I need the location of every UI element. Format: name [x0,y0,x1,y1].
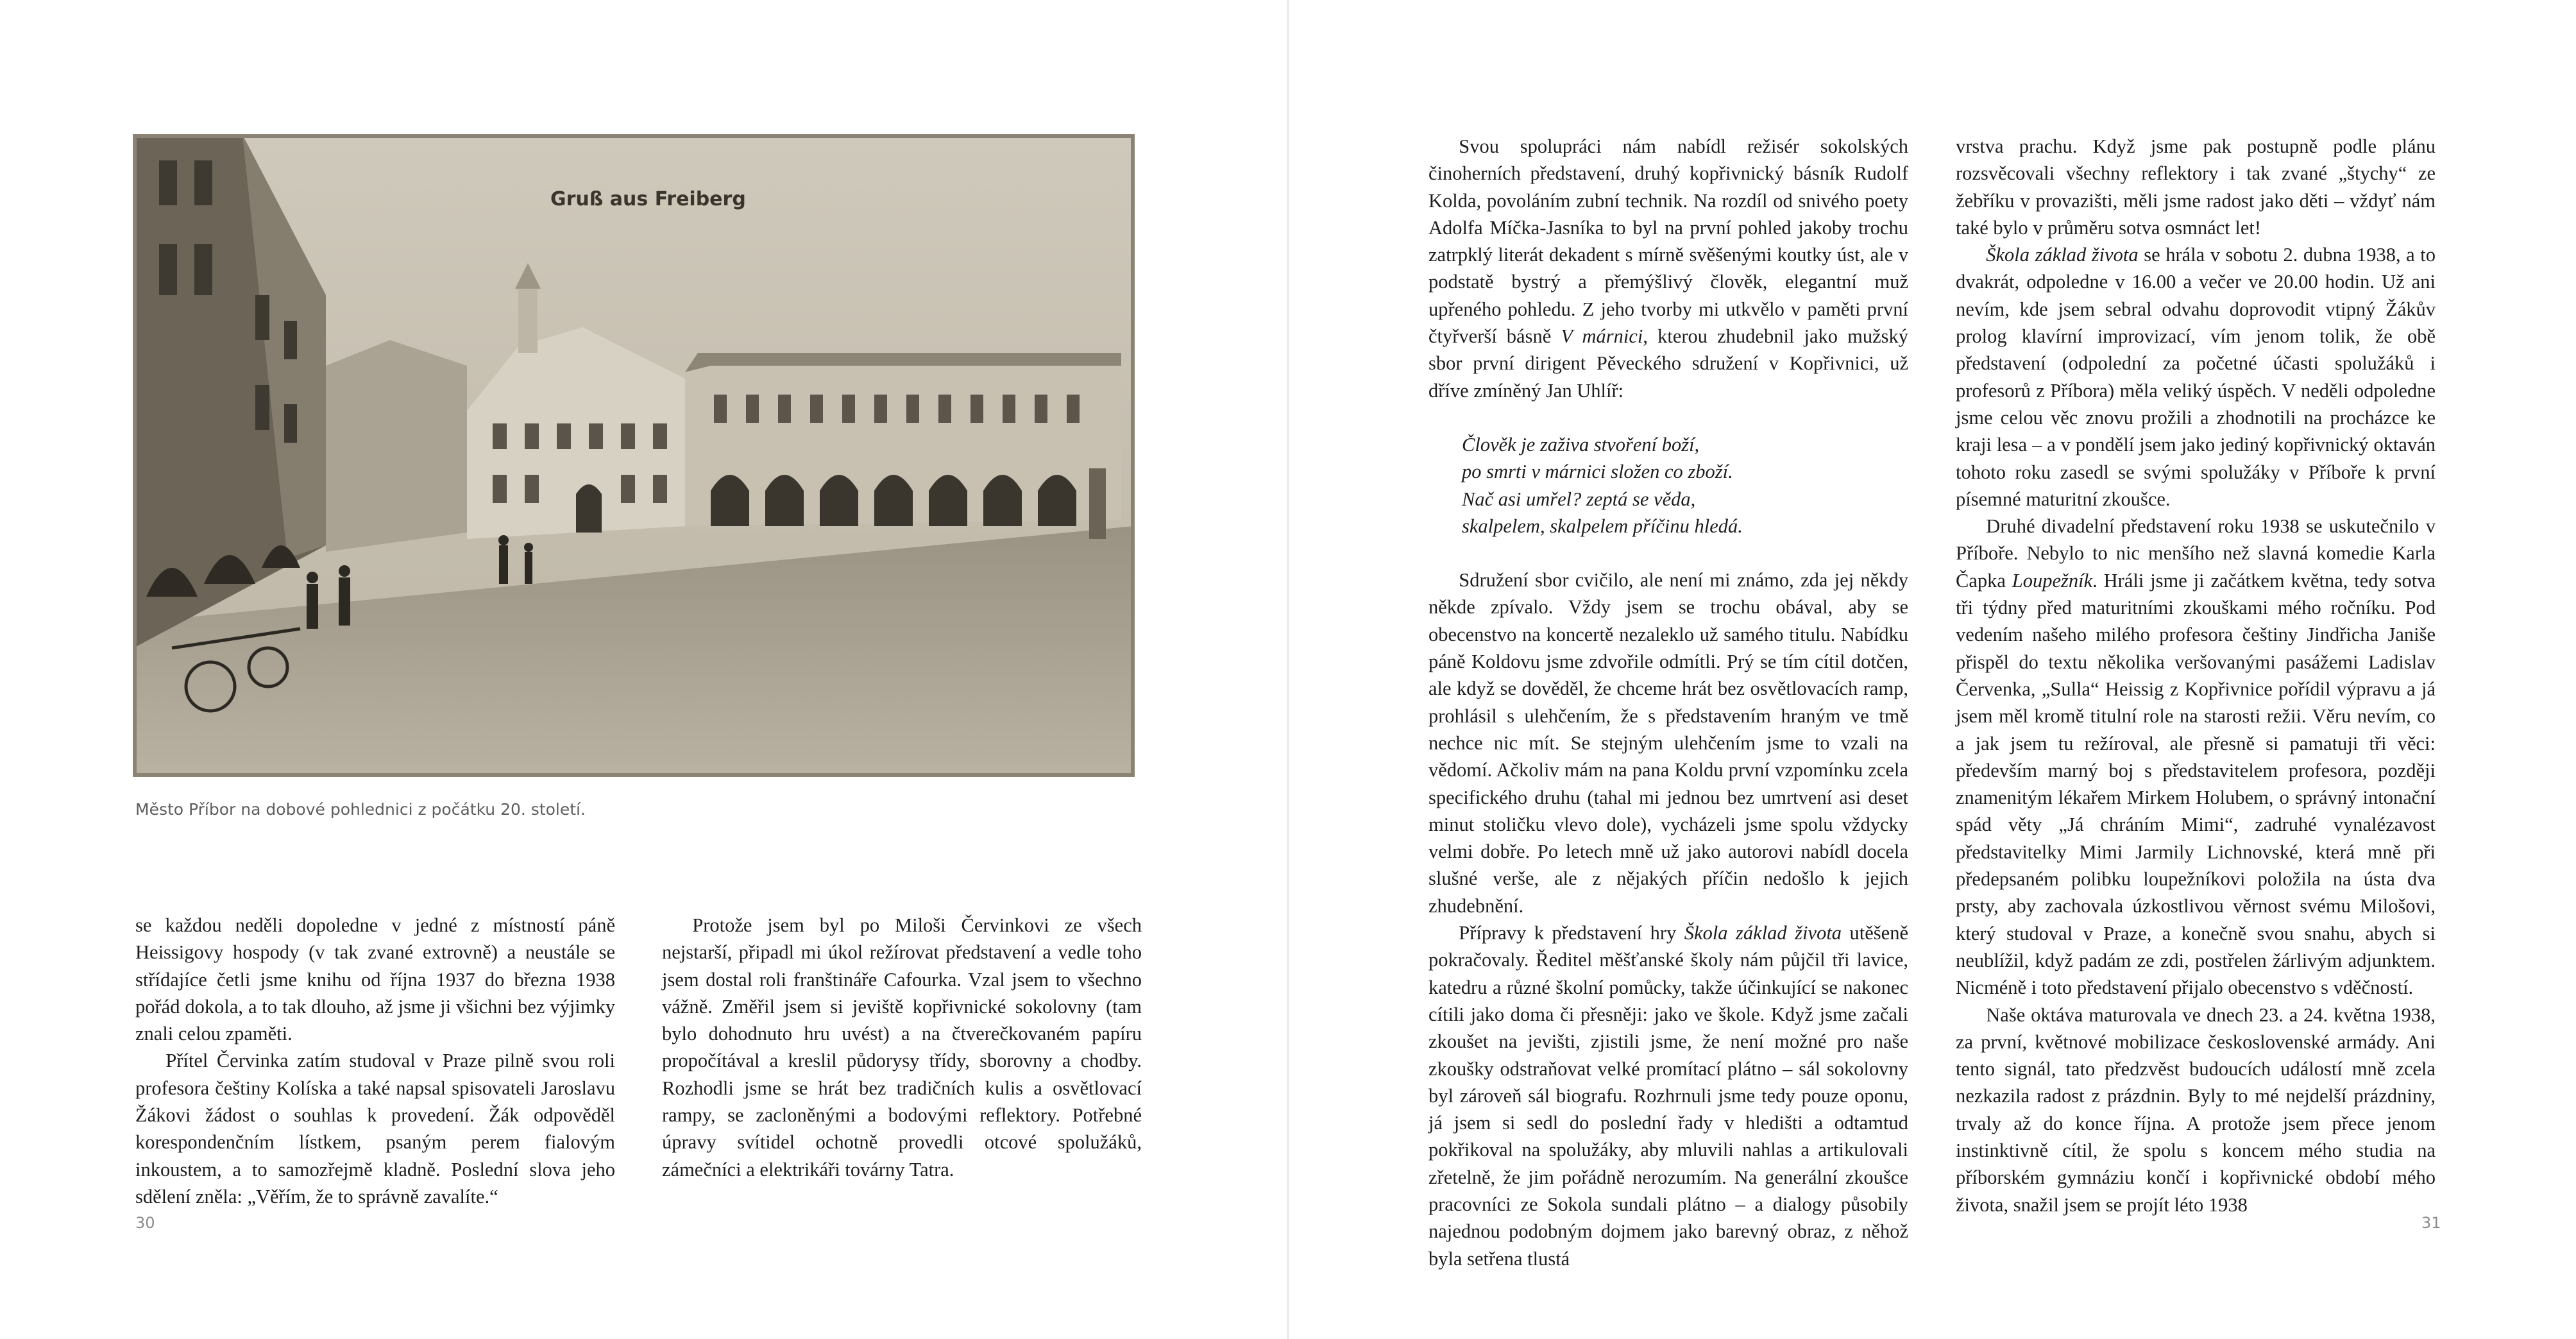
paragraph: vrstva prachu. Když jsme pak postupně podle plánu rozsvěcovali všechny reflektory i tak zvané „štychy“ ze žebříku v provazišti, měli jsme radost jako děti – vždyť nám také bylo v průměru sotva osmnáct let! [1956,135,2436,239]
left-column-2 [662,912,1142,1183]
postcard-header-text: Gruß aus Freiberg [550,188,746,210]
left-column-1 [135,912,615,1210]
text-run-italic: Loupežník [2012,569,2093,592]
paragraph: Přítel Červinka zatím studoval v Praze pilně svou roli profesora češtiny Kolíska a také napsal spisovateli Jaroslavu Žákovi žádost o souhlas k provedení. Žák odpověděl korespondenčním lístkem, psaným perem fialovým inkoustem, a to samozřejmě kladně. Poslední slova jeho sdělení zněla: „Věřím, že to správně zavalíte.“ [135,1050,615,1207]
right-column-2 [1956,133,2436,1218]
right-page [1289,0,2576,1339]
poem-line: Nač asi umřel? zeptá se věda, [1462,488,1696,510]
paragraph [1428,919,1908,1272]
paragraph [1956,241,2436,513]
text-run-italic: Škola základ života [1684,922,1842,944]
poem-line: Člověk je zaživa stvoření boží, [1462,433,1700,456]
poem-quote [1428,431,1908,540]
text-run: Přípravy k představení hry [1459,922,1684,944]
photo-caption: Město Příbor na dobové pohlednici z počátku 20. století. [135,800,586,819]
left-page [0,0,1287,1339]
right-column-1 [1428,133,1908,1272]
paragraph: Protože jsem byl po Miloši Červinkovi ze všech nejstarší, připadl mi úkol režírovat představení a vedle toho jsem dostal roli franštináře Cafourka. Vzal jsem to všechno vážně. Změřil jsem si jeviště kopřivnické sokolovny (tam bylo dohodnuto hru uvést) a na čtverečkovaném papíru propočítával a kreslil půdorysy třídy, sborovny a chodby. Rozhodli jsme se hrát bez tradičních kulis a osvětlovací rampy, se zacloněnými a bodovými reflektory. Potřebné úpravy svítidel ochotně provedli otcové spolužáků, zámečníci a elektrikáři továrny Tatra. [662,914,1142,1181]
text-run-italic: V márnici [1561,325,1643,348]
poem-line: po smrti v márnici složen co zboží. [1462,461,1733,483]
paragraph: se každou neděli dopoledne v jedné z místností páně Heissigovy hospody (v tak zvané extrovně) a neustále se střídajíce četli jsme knihu od října 1937 do března 1938 pořád dokola, a to tak dlouho, až jsme ji všichni bez výjimky znali celou zpaměti. [135,914,615,1045]
text-run-italic: Škola základ života [1986,244,2139,266]
text-run: Svou spolupráci nám nabídl režisér sokolských činoherních představení, druhý kopřivnický básník Rudolf Kolda, povoláním zubní technik. Na rozdíl od snivého poety Adolfa Míčka-Jasníka to byl na první pohled jakoby trochu zatrpklý literát dekadent s mírně svěšenými koutky úst, ale v podstatě bystrý a přemýšlivý člověk, elegantní muž upřeného pohledu. Z jeho tvorby mi utkvělo v paměti první čtyřverší básně [1428,135,1908,348]
text-run: . Hráli jsme ji začátkem května, tedy sotva tři týdny před maturitními zkouškami mého ročníku. Pod vedením našeho milého profesora češtiny Jindřicha Janiše přispěl do textu několika veršovanými pasážemi Ladislav Červenka, „Sulla“ Heissig z Kopřivnice pořídil výpravu a já jsem měl kromě titulní role na starosti režii. Věru nevím, co a jak jsem tu režíroval, ale přesně si pamatuji tři věci: především marný boj s představitelem profesora, později znamenitým lékařem Mirkem Holubem, o správný intonační spád věty „Já chráním Mimi“, zadruhé vynalézavost představitelky Mimi Jarmily Lichnovské, která mně při předepsaném polibku loupežníkovi položila na ústa dva prsty, aby zachovala úzkostlivou věrnost svému Milošovi, který studoval v Praze, a konečně svou snahu, abych si neublížil, když padám ze zdi, postřelen žárlivým adjunktem. Nicméně i toto představení přijalo obecenstvo s vděčností. [1956,569,2436,999]
text-run: utěšeně pokračovaly. Ředitel měšťanské školy nám půjčil tři lavice, katedru a různé školní pomůcky, takže účinkující se nakonec cítili jako doma či přesněji: jako ve škole. Když jsme začali zkoušet na jevišti, zjistili jsme, že není možné pro naše zkoušky odstraňovat velké promítací plátno – sál sokolovny byl zároveň sál biografu. Rozhrnuli jsme tedy pouze oponu, já jsem si sedl do poslední řady v hledišti a odtamtud pokřikoval na spolužáky, aby mluvili nahlas a artikulovali zřetelně, že jim pořádně nerozumím. Na generální zkoušce pracovníci ze Sokola sundali plátno – a dialogy působily najednou podobným dojmem jako barevný obraz, z něhož byla setřena tlustá [1428,922,1909,1270]
page-number-left: 30 [135,1214,155,1232]
text-run: Druhé divadelní představení roku 1938 se uskutečnilo v Příboře. Nebylo to nic menšího než slavná komedie Karla Čapka [1956,515,2436,592]
poem-line: skalpelem, skalpelem příčinu hledá. [1462,515,1743,537]
historic-postcard-photo [133,135,1134,776]
text-run: , kterou zhudebnil jako mužský sbor první dirigent Pěveckého sdružení v Kopřivnici, už dříve zmíněný Jan Uhlíř: [1428,325,1908,402]
paragraph: Sdružení sbor cvičilo, ale není mi známo, zda jej někdy někde zpívalo. Vždy jsem se trochu obával, aby se obecenstvo na koncertě nezaleklo už samého titulu. Nabídku páně Koldovu jsme zdvořile odmítli. Prý se tím cítil dotčen, ale když se dověděl, že chceme hrát bez osvětlovacích ramp, prohlásil s ulehčením, že s představením hraným ve tmě nechce nic mít. Se stejným ulehčením jsme to vzali na vědomí. Ačkoliv mám na pana Koldu první vzpomínku zcela specifického druhu (tahal mi jednou bez umrtvení asi deset minut stoličku vlevo dole), vycházeli jsme spolu vždycky velmi dobře. Po letech mně už jako autorovi nabídl docela slušné verše, ale z nějakých příčin nedošlo k jejich zhudebnění. [1428,569,1908,917]
paragraph [1956,513,2436,1001]
paragraph [1428,133,1908,404]
page-number-right: 31 [2421,1214,2441,1232]
paragraph: Naše oktáva maturovala ve dnech 23. a 24. května 1938, za první, květnové mobilizace československé armády. Ani tento signál, tato předzvěst budoucích událostí mně zcela nezkazila radost z prázdnin. Byly to mé nejdelší prázdniny, trvaly až do konce října. A protože jsem přece jenom instinktivně cítil, že spolu s koncem mého studia na příborském gymnáziu končí i kopřivnické období mého života, snažil jsem se projít léto 1938 [1956,1003,2436,1216]
text-run: se hrála v sobotu 2. dubna 1938, a to dvakrát, odpoledne v 16.00 a večer ve 20.00 hodin. Už ani nevím, kde jsem sebral odvahu doprovodit vtipný Žákův prolog klavírní improvizací, vím jenom tolik, že obě představení (odpolední za početné účasti spolužáků i profesorů z Příbora) měla veliký úspěch. V neděli odpoledne jsme celou věc znovu prožili a zhodnotili na procházce ke kraji lesa – a v pondělí jsem jako jediný kopřivnický oktaván tohoto roku zasedl se svými spolužáky v Příboře k první písemné maturitní zkoušce. [1956,244,2436,510]
